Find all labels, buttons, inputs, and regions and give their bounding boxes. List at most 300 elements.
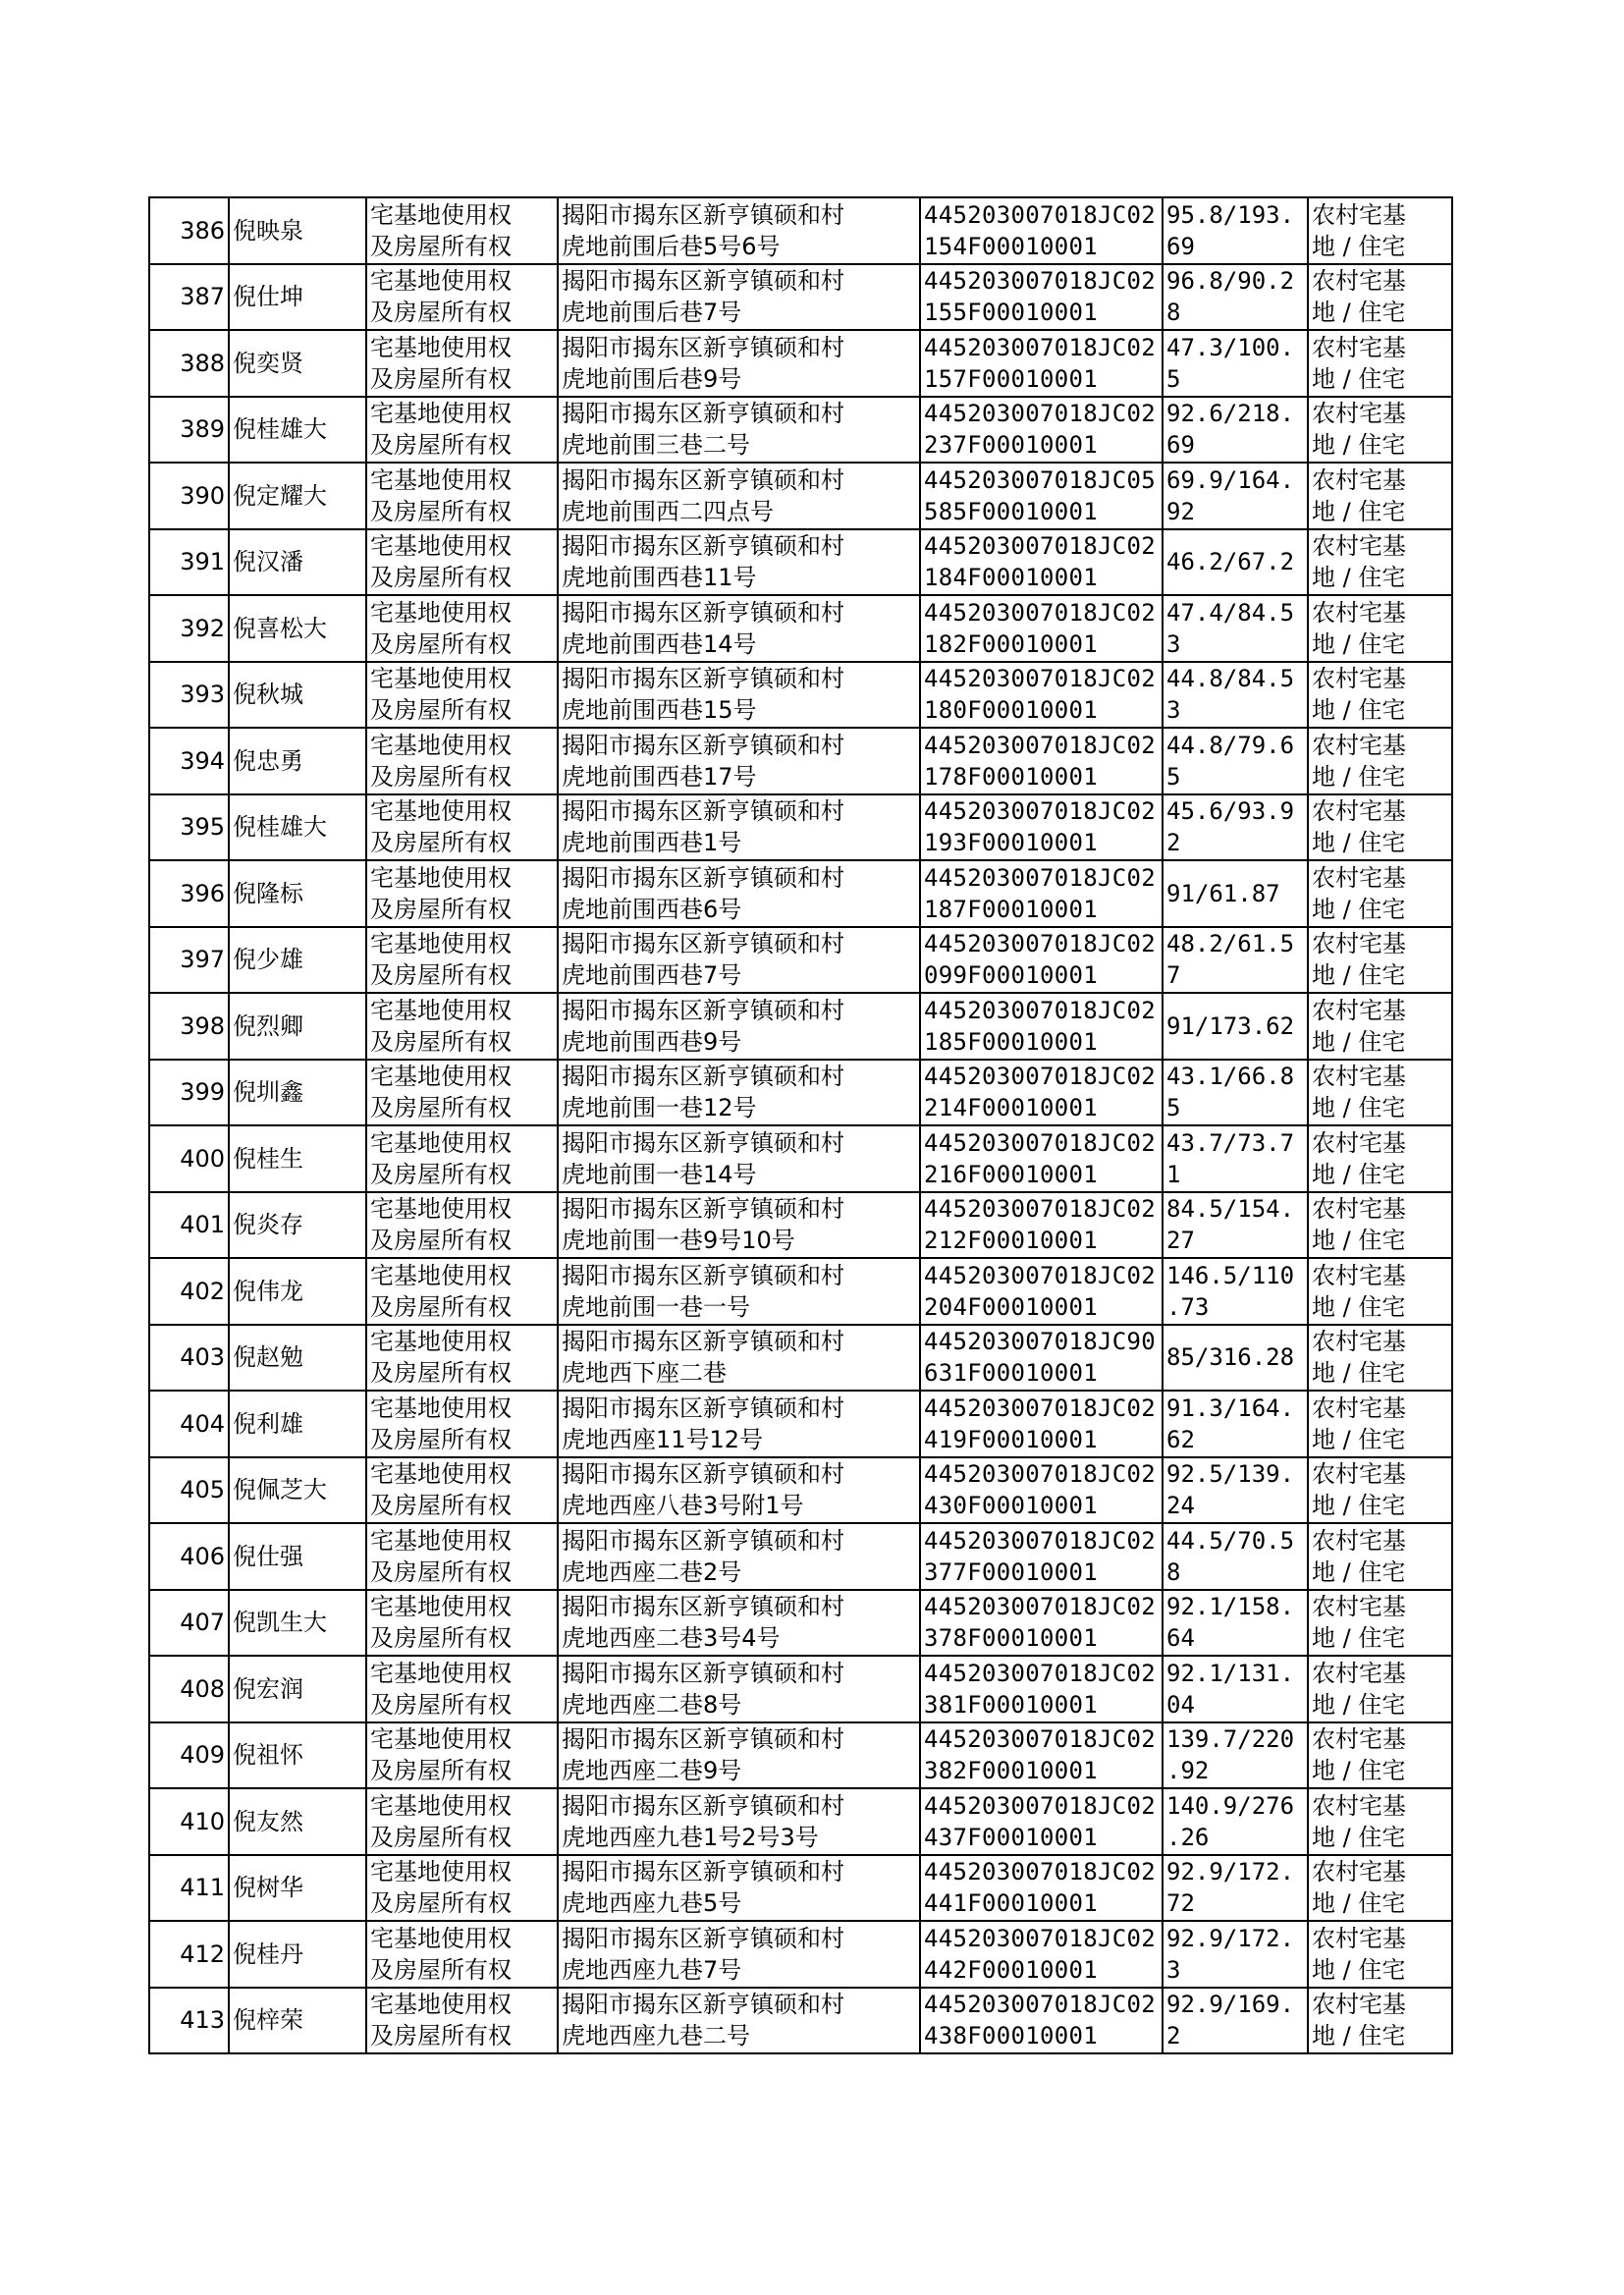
address-cell — [558, 728, 920, 794]
unit-code-line-2: 419F00010001 — [924, 1425, 1098, 1453]
area-line-2: 92 — [1166, 497, 1195, 525]
owner-name-cell — [229, 397, 366, 464]
address-line-2: 虎地前围后巷5号6号 — [562, 232, 781, 260]
unit-code-line-1: 445203007018JC02 — [924, 1526, 1156, 1555]
address-line-2: 虎地西座二巷2号 — [562, 1557, 742, 1586]
unit-code-line-1: 445203007018JC02 — [924, 863, 1156, 892]
unit-code-cell — [920, 463, 1163, 529]
unit-code-cell — [920, 397, 1163, 464]
right-type-cell — [366, 860, 558, 927]
land-use-cell — [1308, 1590, 1452, 1657]
area-line-1: 48.2/61.5 — [1166, 930, 1295, 958]
right-type-line-2: 及房屋所有权 — [370, 1160, 512, 1188]
area-line-2: 2 — [1166, 829, 1181, 857]
area-line-1: 140.9/276 — [1166, 1791, 1295, 1820]
serial-number: 404 — [180, 1409, 225, 1438]
right-type-line-1: 宅基地使用权 — [370, 1460, 512, 1489]
unit-code-line-2: 154F00010001 — [924, 232, 1098, 260]
table-row — [149, 1988, 1452, 2054]
area-line-1: 44.5/70.5 — [1166, 1526, 1295, 1555]
unit-code-line-1: 445203007018JC02 — [924, 1924, 1156, 1952]
unit-code-line-1: 445203007018JC02 — [924, 1063, 1156, 1091]
owner-name: 倪隆标 — [233, 879, 303, 907]
area-cell — [1163, 595, 1308, 662]
right-type-cell — [366, 1921, 558, 1988]
address-cell — [558, 529, 920, 596]
right-type-cell — [366, 1788, 558, 1855]
owner-name: 倪少雄 — [233, 946, 303, 974]
right-type-cell — [366, 993, 558, 1060]
area-cell — [1163, 1988, 1308, 2054]
area-line-2: 7 — [1166, 961, 1181, 990]
serial-number-cell — [149, 662, 229, 729]
unit-code-line-1: 445203007018JC02 — [924, 930, 1156, 958]
unit-code-cell — [920, 1325, 1163, 1392]
table-row — [149, 264, 1452, 331]
address-line-1: 揭阳市揭东区新亨镇硕和村 — [562, 930, 844, 958]
address-line-2: 虎地西座九巷5号 — [562, 1889, 742, 1918]
area-cell — [1163, 1722, 1308, 1789]
unit-code-line-2: 216F00010001 — [924, 1160, 1098, 1188]
land-use-cell — [1308, 1060, 1452, 1126]
right-type-line-2: 及房屋所有权 — [370, 961, 512, 990]
serial-number-cell — [149, 595, 229, 662]
address-line-2: 虎地前围后巷7号 — [562, 299, 742, 327]
right-type-line-1: 宅基地使用权 — [370, 1659, 512, 1687]
right-type-line-1: 宅基地使用权 — [370, 1593, 512, 1621]
unit-code-line-2: 585F00010001 — [924, 497, 1098, 525]
table-row — [149, 1258, 1452, 1325]
unit-code-line-1: 445203007018JC90 — [924, 1328, 1156, 1356]
right-type-cell — [366, 264, 558, 331]
table-row — [149, 1060, 1452, 1126]
owner-name-cell — [229, 1921, 366, 1988]
area-cell — [1163, 794, 1308, 861]
address-cell — [558, 1590, 920, 1657]
right-type-line-1: 宅基地使用权 — [370, 1195, 512, 1224]
unit-code-cell — [920, 1125, 1163, 1192]
unit-code-cell — [920, 662, 1163, 729]
address-cell — [558, 1457, 920, 1524]
right-type-cell — [366, 1192, 558, 1259]
address-cell — [558, 264, 920, 331]
right-type-line-2: 及房屋所有权 — [370, 364, 512, 393]
right-type-line-2: 及房屋所有权 — [370, 1227, 512, 1255]
address-line-1: 揭阳市揭东区新亨镇硕和村 — [562, 1858, 844, 1886]
right-type-cell — [366, 1125, 558, 1192]
right-type-line-1: 宅基地使用权 — [370, 1991, 512, 2019]
land-use-cell — [1308, 662, 1452, 729]
table-row — [149, 1457, 1452, 1524]
serial-number: 413 — [180, 2006, 225, 2035]
right-type-line-2: 及房屋所有权 — [370, 1425, 512, 1453]
area-line-1: 95.8/193. — [1166, 200, 1295, 229]
address-line-2: 虎地前围西巷11号 — [562, 564, 757, 592]
serial-number-cell — [149, 1988, 229, 2054]
address-line-1: 揭阳市揭东区新亨镇硕和村 — [562, 731, 844, 759]
area-cell — [1163, 330, 1308, 397]
land-use-line-2: 地 / 住宅 — [1312, 1757, 1406, 1785]
serial-number: 407 — [180, 1609, 225, 1637]
serial-number-cell — [149, 1192, 229, 1259]
land-use-line-2: 地 / 住宅 — [1312, 1292, 1406, 1321]
land-use-cell — [1308, 1855, 1452, 1922]
unit-code-line-1: 445203007018JC02 — [924, 1393, 1156, 1422]
land-use-cell — [1308, 794, 1452, 861]
owner-name: 倪凯生大 — [233, 1609, 327, 1637]
address-cell — [558, 1060, 920, 1126]
owner-name-cell — [229, 1788, 366, 1855]
right-type-cell — [366, 662, 558, 729]
unit-code-line-1: 445203007018JC02 — [924, 1791, 1156, 1820]
serial-number: 392 — [180, 614, 225, 642]
right-type-line-1: 宅基地使用权 — [370, 996, 512, 1024]
right-type-cell — [366, 1656, 558, 1722]
serial-number: 390 — [180, 481, 225, 510]
address-line-1: 揭阳市揭东区新亨镇硕和村 — [562, 1393, 844, 1422]
right-type-line-1: 宅基地使用权 — [370, 200, 512, 229]
land-use-cell — [1308, 1325, 1452, 1392]
owner-name: 倪祖怀 — [233, 1741, 303, 1770]
right-type-line-2: 及房屋所有权 — [370, 1557, 512, 1586]
area-cell — [1163, 1921, 1308, 1988]
address-line-1: 揭阳市揭东区新亨镇硕和村 — [562, 532, 844, 561]
owner-name: 倪佩芝大 — [233, 1476, 327, 1504]
owner-name: 倪桂雄大 — [233, 813, 327, 842]
right-type-cell — [366, 1722, 558, 1789]
serial-number-cell — [149, 1523, 229, 1590]
unit-code-line-2: 237F00010001 — [924, 431, 1098, 460]
unit-code-cell — [920, 1391, 1163, 1457]
area-line-2: 8 — [1166, 299, 1181, 327]
land-use-cell — [1308, 1391, 1452, 1457]
area-cell — [1163, 662, 1308, 729]
table-row — [149, 595, 1452, 662]
land-use-line-1: 农村宅基 — [1312, 1725, 1406, 1754]
area-line-2: 27 — [1166, 1227, 1195, 1255]
land-use-line-1: 农村宅基 — [1312, 797, 1406, 826]
right-type-line-2: 及房屋所有权 — [370, 1624, 512, 1653]
owner-name-cell — [229, 1656, 366, 1722]
area-cell — [1163, 1523, 1308, 1590]
land-use-line-2: 地 / 住宅 — [1312, 762, 1406, 791]
land-use-line-1: 农村宅基 — [1312, 1063, 1406, 1091]
address-line-1: 揭阳市揭东区新亨镇硕和村 — [562, 1526, 844, 1555]
address-cell — [558, 197, 920, 264]
right-type-line-2: 及房屋所有权 — [370, 1955, 512, 1984]
land-use-cell — [1308, 197, 1452, 264]
serial-number-cell — [149, 794, 229, 861]
table-row — [149, 1391, 1452, 1457]
table-row — [149, 1523, 1452, 1590]
right-type-line-1: 宅基地使用权 — [370, 400, 512, 428]
serial-number: 389 — [180, 415, 225, 444]
land-use-line-2: 地 / 住宅 — [1312, 629, 1406, 658]
address-line-1: 揭阳市揭东区新亨镇硕和村 — [562, 1659, 844, 1687]
address-line-2: 虎地西座二巷3号4号 — [562, 1624, 781, 1653]
address-line-2: 虎地前围西二四点号 — [562, 497, 774, 525]
right-type-line-2: 及房屋所有权 — [370, 829, 512, 857]
area-line-2: 69 — [1166, 431, 1195, 460]
area-line-2: 5 — [1166, 364, 1181, 393]
owner-name: 倪赵勉 — [233, 1343, 303, 1372]
area-line-1: 44.8/79.6 — [1166, 731, 1295, 759]
address-line-2: 虎地西座二巷9号 — [562, 1757, 742, 1785]
unit-code-line-2: 182F00010001 — [924, 629, 1098, 658]
land-use-line-2: 地 / 住宅 — [1312, 431, 1406, 460]
unit-code-cell — [920, 1192, 1163, 1259]
serial-number-cell — [149, 197, 229, 264]
area-line-1: 85/316.28 — [1166, 1343, 1295, 1372]
land-use-line-2: 地 / 住宅 — [1312, 232, 1406, 260]
address-cell — [558, 993, 920, 1060]
table-row — [149, 927, 1452, 994]
owner-name: 倪友然 — [233, 1807, 303, 1835]
unit-code-line-2: 155F00010001 — [924, 299, 1098, 327]
address-line-1: 揭阳市揭东区新亨镇硕和村 — [562, 863, 844, 892]
land-use-line-1: 农村宅基 — [1312, 1261, 1406, 1289]
address-cell — [558, 595, 920, 662]
address-cell — [558, 1722, 920, 1789]
unit-code-cell — [920, 330, 1163, 397]
unit-code-line-2: 204F00010001 — [924, 1292, 1098, 1321]
owner-name-cell — [229, 662, 366, 729]
area-line-2: 3 — [1166, 696, 1181, 725]
area-line-2: 2 — [1166, 2022, 1181, 2050]
land-use-line-1: 农村宅基 — [1312, 400, 1406, 428]
owner-name: 倪忠勇 — [233, 746, 303, 775]
area-cell — [1163, 1590, 1308, 1657]
land-use-cell — [1308, 1125, 1452, 1192]
area-line-1: 92.9/169. — [1166, 1991, 1295, 2019]
unit-code-cell — [920, 1457, 1163, 1524]
table-row — [149, 728, 1452, 794]
land-use-line-2: 地 / 住宅 — [1312, 1889, 1406, 1918]
area-cell — [1163, 1060, 1308, 1126]
table-row — [149, 529, 1452, 596]
address-line-1: 揭阳市揭东区新亨镇硕和村 — [562, 1725, 844, 1754]
right-type-line-2: 及房屋所有权 — [370, 564, 512, 592]
right-type-line-1: 宅基地使用权 — [370, 532, 512, 561]
land-use-line-2: 地 / 住宅 — [1312, 1492, 1406, 1520]
land-use-line-1: 农村宅基 — [1312, 1195, 1406, 1224]
unit-code-line-1: 445203007018JC02 — [924, 665, 1156, 693]
right-type-cell — [366, 927, 558, 994]
address-cell — [558, 1258, 920, 1325]
address-line-1: 揭阳市揭东区新亨镇硕和村 — [562, 1328, 844, 1356]
address-line-1: 揭阳市揭东区新亨镇硕和村 — [562, 267, 844, 296]
serial-number-cell — [149, 728, 229, 794]
area-line-2: 1 — [1166, 1160, 1181, 1188]
land-use-line-1: 农村宅基 — [1312, 930, 1406, 958]
land-use-cell — [1308, 529, 1452, 596]
unit-code-line-2: 214F00010001 — [924, 1094, 1098, 1122]
right-type-line-2: 及房屋所有权 — [370, 629, 512, 658]
owner-name: 倪圳鑫 — [233, 1078, 303, 1107]
land-use-line-2: 地 / 住宅 — [1312, 2022, 1406, 2050]
unit-code-cell — [920, 1590, 1163, 1657]
owner-name: 倪仕坤 — [233, 283, 303, 311]
land-use-cell — [1308, 993, 1452, 1060]
table-row — [149, 662, 1452, 729]
land-use-cell — [1308, 1788, 1452, 1855]
land-use-line-1: 农村宅基 — [1312, 1991, 1406, 2019]
address-line-2: 虎地前围西巷9号 — [562, 1027, 742, 1056]
land-use-line-2: 地 / 住宅 — [1312, 1359, 1406, 1388]
right-type-cell — [366, 728, 558, 794]
land-use-line-1: 农村宅基 — [1312, 1593, 1406, 1621]
land-use-cell — [1308, 1988, 1452, 2054]
owner-name-cell — [229, 330, 366, 397]
address-cell — [558, 330, 920, 397]
unit-code-line-1: 445203007018JC02 — [924, 797, 1156, 826]
address-cell — [558, 860, 920, 927]
address-line-1: 揭阳市揭东区新亨镇硕和村 — [562, 1791, 844, 1820]
right-type-line-1: 宅基地使用权 — [370, 731, 512, 759]
unit-code-cell — [920, 1060, 1163, 1126]
unit-code-line-1: 445203007018JC02 — [924, 598, 1156, 627]
address-line-2: 虎地前围西巷7号 — [562, 961, 742, 990]
owner-name-cell — [229, 1325, 366, 1392]
land-use-line-2: 地 / 住宅 — [1312, 1955, 1406, 1984]
serial-number-cell — [149, 1391, 229, 1457]
area-cell — [1163, 927, 1308, 994]
owner-name: 倪定耀大 — [233, 481, 327, 510]
address-line-2: 虎地前围一巷14号 — [562, 1160, 757, 1188]
area-line-1: 46.2/67.2 — [1166, 548, 1295, 576]
address-line-1: 揭阳市揭东区新亨镇硕和村 — [562, 1195, 844, 1224]
right-type-line-2: 及房屋所有权 — [370, 497, 512, 525]
land-use-line-1: 农村宅基 — [1312, 1328, 1406, 1356]
land-use-line-1: 农村宅基 — [1312, 1924, 1406, 1952]
owner-name-cell — [229, 860, 366, 927]
land-use-line-1: 农村宅基 — [1312, 333, 1406, 361]
unit-code-cell — [920, 595, 1163, 662]
table-row — [149, 1788, 1452, 1855]
right-type-line-2: 及房屋所有权 — [370, 1359, 512, 1388]
area-line-1: 91/61.87 — [1166, 879, 1280, 907]
land-use-line-2: 地 / 住宅 — [1312, 696, 1406, 725]
owner-name: 倪映泉 — [233, 216, 303, 245]
right-type-line-2: 及房屋所有权 — [370, 299, 512, 327]
address-cell — [558, 662, 920, 729]
unit-code-line-1: 445203007018JC02 — [924, 400, 1156, 428]
serial-number-cell — [149, 1921, 229, 1988]
address-line-1: 揭阳市揭东区新亨镇硕和村 — [562, 400, 844, 428]
unit-code-line-1: 445203007018JC02 — [924, 1659, 1156, 1687]
table-row — [149, 1921, 1452, 1988]
right-type-line-1: 宅基地使用权 — [370, 1328, 512, 1356]
right-type-line-1: 宅基地使用权 — [370, 465, 512, 494]
land-use-cell — [1308, 595, 1452, 662]
land-use-line-1: 农村宅基 — [1312, 200, 1406, 229]
owner-name: 倪汉潘 — [233, 548, 303, 576]
right-type-line-2: 及房屋所有权 — [370, 1690, 512, 1719]
right-type-line-1: 宅基地使用权 — [370, 333, 512, 361]
owner-name: 倪奕贤 — [233, 349, 303, 377]
unit-code-line-2: 442F00010001 — [924, 1955, 1098, 1984]
area-line-1: 139.7/220 — [1166, 1725, 1295, 1754]
owner-name: 倪树华 — [233, 1874, 303, 1902]
right-type-line-2: 及房屋所有权 — [370, 232, 512, 260]
unit-code-line-2: 099F00010001 — [924, 961, 1098, 990]
land-use-line-1: 农村宅基 — [1312, 1393, 1406, 1422]
right-type-line-2: 及房屋所有权 — [370, 2022, 512, 2050]
unit-code-cell — [920, 1921, 1163, 1988]
right-type-line-2: 及房屋所有权 — [370, 1292, 512, 1321]
unit-code-line-2: 193F00010001 — [924, 829, 1098, 857]
area-line-1: 69.9/164. — [1166, 465, 1295, 494]
owner-name-cell — [229, 1590, 366, 1657]
unit-code-line-2: 377F00010001 — [924, 1557, 1098, 1586]
right-type-cell — [366, 1590, 558, 1657]
land-use-line-1: 农村宅基 — [1312, 1128, 1406, 1157]
address-line-1: 揭阳市揭东区新亨镇硕和村 — [562, 996, 844, 1024]
table-row — [149, 1722, 1452, 1789]
area-line-1: 43.1/66.8 — [1166, 1063, 1295, 1091]
right-type-cell — [366, 529, 558, 596]
owner-name-cell — [229, 264, 366, 331]
owner-name: 倪烈卿 — [233, 1011, 303, 1040]
land-use-line-1: 农村宅基 — [1312, 1858, 1406, 1886]
land-use-cell — [1308, 463, 1452, 529]
land-use-line-2: 地 / 住宅 — [1312, 564, 1406, 592]
owner-name-cell — [229, 1125, 366, 1192]
area-line-1: 92.9/172. — [1166, 1924, 1295, 1952]
area-line-1: 146.5/110 — [1166, 1261, 1295, 1289]
unit-code-line-1: 445203007018JC02 — [924, 267, 1156, 296]
area-cell — [1163, 529, 1308, 596]
area-cell — [1163, 1192, 1308, 1259]
unit-code-line-1: 445203007018JC02 — [924, 1195, 1156, 1224]
serial-number: 402 — [180, 1277, 225, 1305]
address-cell — [558, 1192, 920, 1259]
unit-code-line-2: 631F00010001 — [924, 1359, 1098, 1388]
table-row — [149, 993, 1452, 1060]
right-type-line-1: 宅基地使用权 — [370, 267, 512, 296]
unit-code-line-1: 445203007018JC02 — [924, 1991, 1156, 2019]
table-row — [149, 197, 1452, 264]
owner-name: 倪桂生 — [233, 1144, 303, 1173]
area-line-2: .73 — [1166, 1292, 1210, 1321]
land-use-line-2: 地 / 住宅 — [1312, 1027, 1406, 1056]
owner-name-cell — [229, 595, 366, 662]
table-row — [149, 330, 1452, 397]
serial-number: 387 — [180, 283, 225, 311]
land-use-cell — [1308, 330, 1452, 397]
right-type-line-1: 宅基地使用权 — [370, 1924, 512, 1952]
area-line-2: 5 — [1166, 762, 1181, 791]
serial-number: 397 — [180, 946, 225, 974]
address-cell — [558, 1656, 920, 1722]
right-type-line-2: 及房屋所有权 — [370, 895, 512, 923]
land-use-line-2: 地 / 住宅 — [1312, 497, 1406, 525]
unit-code-line-1: 445203007018JC02 — [924, 1128, 1156, 1157]
area-line-2: 3 — [1166, 629, 1181, 658]
land-use-line-1: 农村宅基 — [1312, 532, 1406, 561]
right-type-line-1: 宅基地使用权 — [370, 1261, 512, 1289]
serial-number-cell — [149, 1457, 229, 1524]
unit-code-line-2: 438F00010001 — [924, 2022, 1098, 2050]
owner-name-cell — [229, 1457, 366, 1524]
area-cell — [1163, 728, 1308, 794]
unit-code-line-1: 445203007018JC02 — [924, 1725, 1156, 1754]
owner-name: 倪仕强 — [233, 1542, 303, 1570]
area-line-2: 62 — [1166, 1425, 1195, 1453]
address-line-2: 虎地前围西巷1号 — [562, 829, 742, 857]
right-type-line-1: 宅基地使用权 — [370, 1725, 512, 1754]
right-type-line-2: 及房屋所有权 — [370, 696, 512, 725]
